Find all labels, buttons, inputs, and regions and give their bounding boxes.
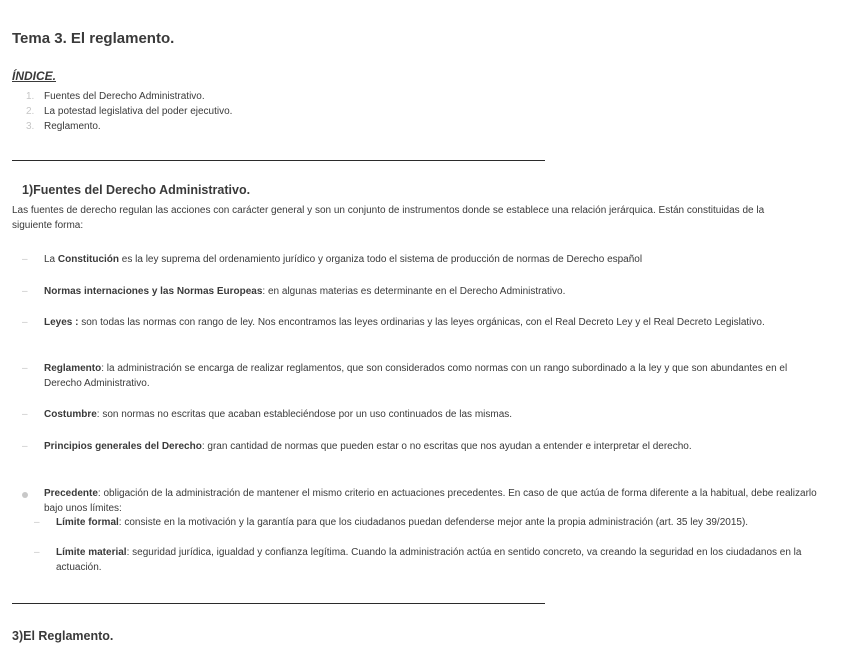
index-item <box>26 104 232 119</box>
list-item-text: Normas internaciones y las Normas Europeas: en algunas materias es determinante en el Derecho Administrativo. <box>44 286 566 297</box>
dash-bullet-icon: – <box>22 286 28 297</box>
index-item-number: 1. <box>26 91 35 102</box>
index-item <box>26 89 232 104</box>
section-heading-reglamento: 3)El Reglamento. <box>12 629 114 643</box>
sub-item-text: Límite material: seguridad jurídica, igualdad y confianza legítima. Cuando la administración actúa en sentido concreto, va creando la seguridad en los ciudadanos en la actuación. <box>56 547 802 573</box>
index-heading: ÍNDICE. <box>12 69 57 83</box>
section-heading-fuentes: 1)Fuentes del Derecho Administrativo. <box>22 183 251 197</box>
list-item-text: La Constitución es la ley suprema del ordenamiento jurídico y organiza todo el sistema de producción de normas de Derecho español <box>44 254 643 265</box>
list-item-text: Reglamento: la administración se encarga de realizar reglamentos, que son considerados como normas con un rango subordinado a la ley y que son abundantes en el Derecho Administrativo. <box>44 363 788 389</box>
index-item-number: 3. <box>26 121 35 132</box>
dash-bullet-icon: – <box>22 254 28 265</box>
list-item-text: Principios generales del Derecho: gran cantidad de normas que pueden estar o no escritas que nos ayudan a entender e interpretar el derecho. <box>44 441 692 452</box>
round-bullet-icon <box>22 492 28 498</box>
dash-bullet-icon: – <box>22 363 28 374</box>
list-item-text: Leyes : son todas las normas con rango de ley. Nos encontramos las leyes ordinarias y las leyes orgánicas, con el Real Decreto Ley y el Real Decreto Legislativo. <box>44 317 765 328</box>
dash-bullet-icon: – <box>34 517 40 528</box>
index-item-text: Reglamento. <box>44 121 101 132</box>
horizontal-divider <box>12 160 545 161</box>
sub-item-text: Límite formal: consiste en la motivación y la garantía para que los ciudadanos puedan defenderse mejor ante la propia administración (art. 35 ley 39/2015). <box>56 517 749 528</box>
index-list <box>26 89 232 134</box>
dash-bullet-icon: – <box>22 317 28 328</box>
index-item-number: 2. <box>26 106 35 117</box>
index-item-text: La potestad legislativa del poder ejecutivo. <box>44 106 233 117</box>
list-item-text: Precedente: obligación de la administración de mantener el mismo criterio en actuaciones precedentes. En caso de que actúa de forma diferente a la habitual, debe realizarlo bajo unos límites: <box>44 488 817 514</box>
dash-bullet-icon: – <box>22 441 28 452</box>
section-intro: Las fuentes de derecho regulan las acciones con carácter general y son un conjunto de instrumentos donde se establece una relación jerárquica. Están constituidas de la siguiente forma: <box>12 205 765 231</box>
index-item-text: Fuentes del Derecho Administrativo. <box>44 91 205 102</box>
horizontal-divider <box>12 603 545 604</box>
dash-bullet-icon: – <box>22 409 28 420</box>
document-title: Tema 3. El reglamento. <box>12 30 175 47</box>
list-item-text: Costumbre: son normas no escritas que acaban estableciéndose por un uso continuados de las mismas. <box>44 409 513 420</box>
dash-bullet-icon: – <box>34 547 40 558</box>
index-item <box>26 119 232 134</box>
